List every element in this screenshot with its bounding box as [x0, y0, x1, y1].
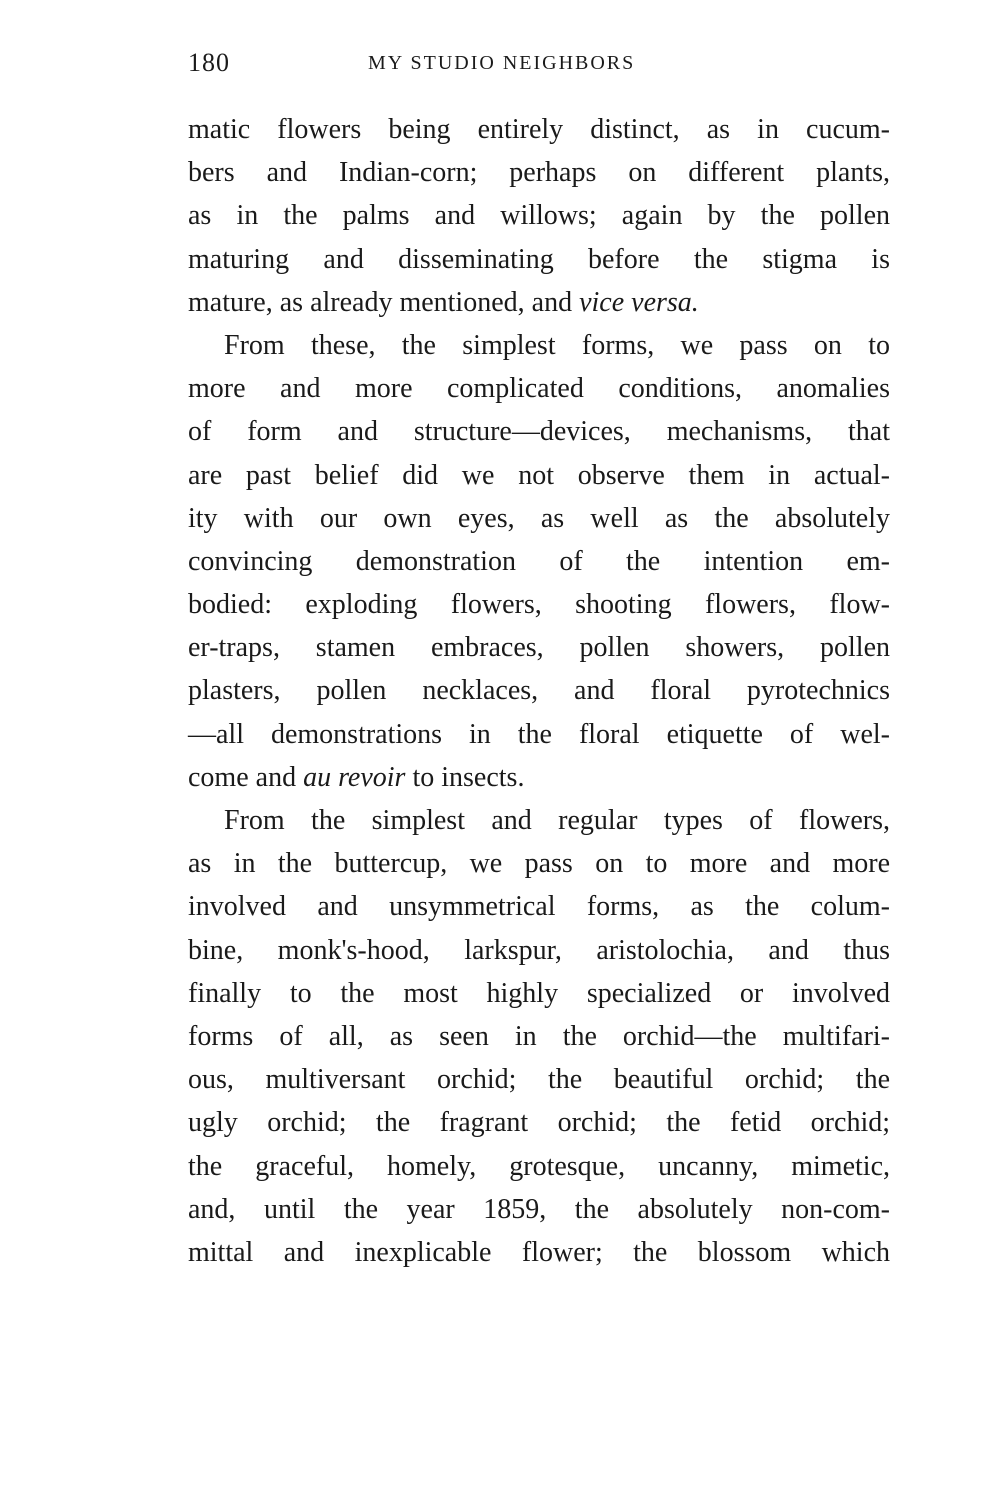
page-number: 180 [188, 48, 230, 77]
text-line: of form and structure—devices, mechanisms, that [188, 416, 890, 448]
running-title: MY STUDIO NEIGHBORS [368, 52, 636, 74]
text-line: and, until the year 1859, the absolutely non-com- [188, 1193, 890, 1225]
text-line: more and more complicated conditions, anomalies [188, 373, 890, 405]
text-line: bine, monk's-hood, larkspur, aristolochia, and thus [188, 934, 890, 966]
text-line: bers and Indian-corn; perhaps on different plants, [188, 157, 890, 189]
text-line: finally to the most highly specialized or involved [188, 977, 890, 1009]
paragraph-1 [188, 108, 890, 324]
text-line: forms of all, as seen in the orchid—the multifari- [188, 1020, 890, 1052]
text-line: convincing demonstration of the intention em- [188, 545, 890, 577]
text-line: matic flowers being entirely distinct, as in cucum- [188, 114, 890, 145]
text-line: bodied: exploding flowers, shooting flowers, flow- [188, 589, 890, 621]
text-line: —all demonstrations in the floral etiquette of wel- [188, 718, 890, 750]
body-text [188, 108, 890, 1274]
text-line: as in the palms and willows; again by the pollen [188, 200, 890, 232]
text-line: mittal and inexplicable flower; the blossom which [188, 1236, 890, 1268]
text-line: involved and unsymmetrical forms, as the colum- [188, 891, 890, 923]
paragraph-3 [188, 799, 890, 1274]
paragraph-2 [188, 324, 890, 799]
text-line: maturing and disseminating before the stigma is [188, 243, 890, 275]
page-header [188, 48, 890, 88]
text-line: ity with our own eyes, as well as the absolutely [188, 502, 890, 534]
italic-phrase: au revoir [303, 761, 406, 793]
text-line: From the simplest and regular types of flowers, [224, 805, 890, 836]
text-line: are past belief did we not observe them in actual- [188, 459, 890, 491]
text-line [188, 756, 890, 799]
text-line: as in the buttercup, we pass on to more and more [188, 848, 890, 880]
text-line [188, 281, 890, 324]
text-segment: come and [188, 761, 304, 793]
text-segment: mature, as already mentioned, and [188, 286, 580, 318]
text-line: the graceful, homely, grotesque, uncanny, mimetic, [188, 1150, 890, 1182]
text-line: er-traps, stamen embraces, pollen showers, pollen [188, 632, 890, 664]
text-line: plasters, pollen necklaces, and floral pyrotechnics [188, 675, 890, 707]
text-line: ugly orchid; the fragrant orchid; the fetid orchid; [188, 1107, 890, 1139]
text-line: From these, the simplest forms, we pass on to [224, 329, 890, 361]
italic-phrase: vice versa. [579, 286, 699, 318]
text-segment: to insects. [405, 761, 525, 793]
text-line: ous, multiversant orchid; the beautiful orchid; the [188, 1064, 890, 1096]
